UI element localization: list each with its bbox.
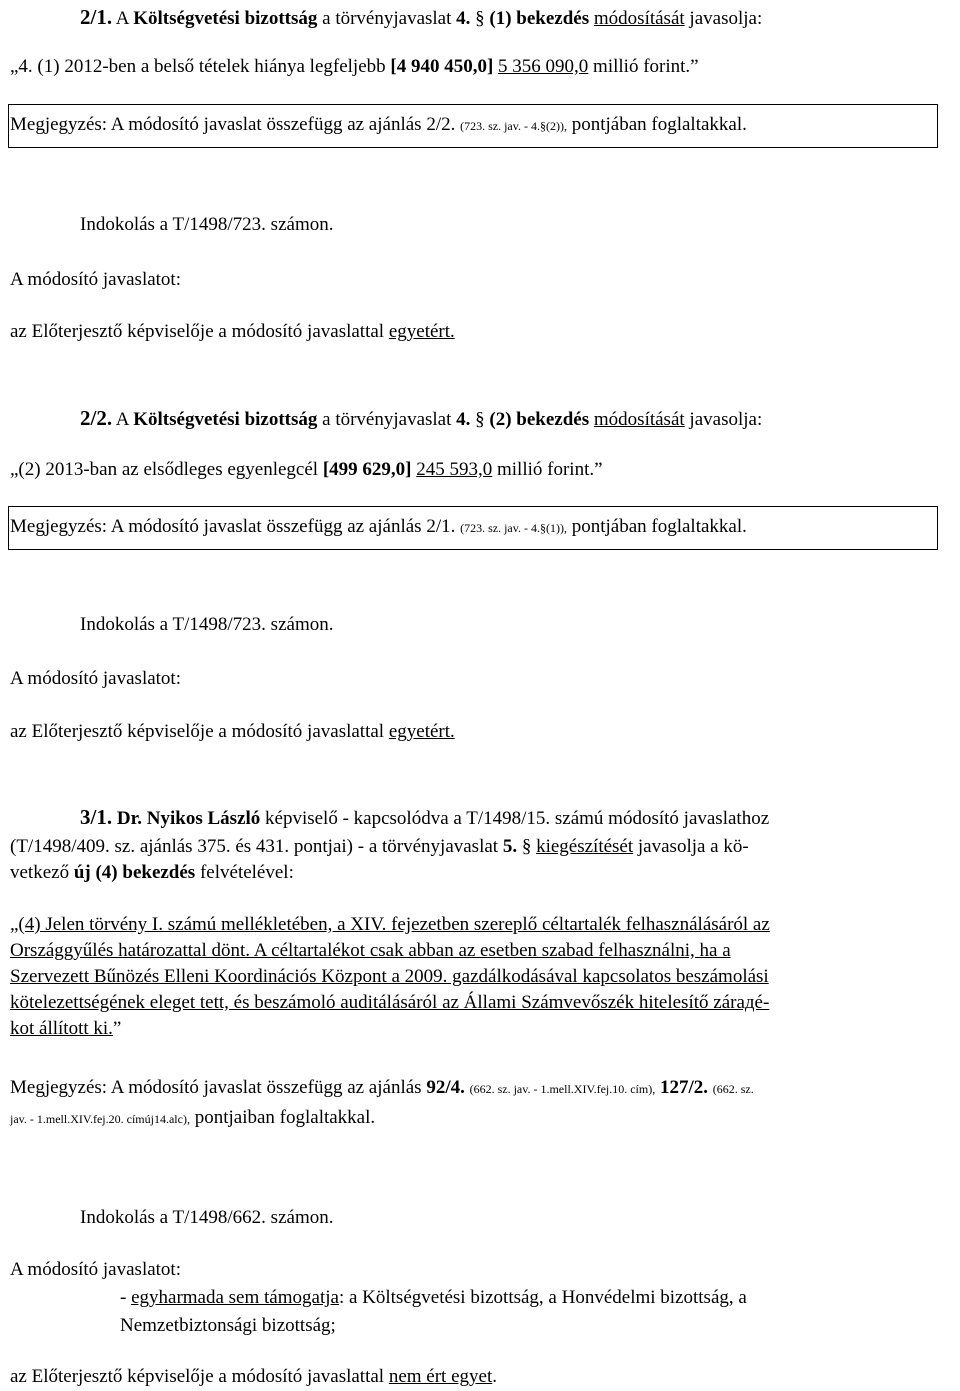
item-3-1-note-1: Megjegyzés: A módosító javaslat összefügg az ajánlás 92/4. (662. sz. jav. - 1.mell.XIV.fej.10. cím), 127/2. (662. sz.: [10, 1077, 754, 1098]
item-3-1-line2: (T/1498/409. sz. ajánlás 375. és 431. pontjai) - a törvényjavaslat 5. § kiegészítését javasolja a kö-: [10, 836, 749, 857]
item-3-1-quote-3: Szervezett Bűnözés Elleni Koordinációs Központ a 2009. gazdálkodásával kapcsolatos beszámolási: [10, 966, 769, 987]
item-2-1-note: Megjegyzés: A módosító javaslat összefügg az ajánlás 2/2. (723. sz. jav. - 4.§(2)), pontjában foglaltakkal.: [10, 114, 747, 135]
item-3-1-quote-1: „(4) Jelen törvény I. számú mellékletében, a XIV. fejezetben szereplő céltartalék felhasználásáról az: [10, 914, 770, 935]
item-2-1-quote: „4. (1) 2012-ben a belső tételek hiánya legfeljebb [4 940 450,0] 5 356 090,0 millió forint.”: [10, 56, 699, 77]
item-2-1-heading: 2/1. A Költségvetési bizottság a törvényjavaslat 4. § (1) bekezdés módosítását javasolja:: [80, 5, 763, 29]
item-3-1-note-2: jav. - 1.mell.XIV.fej.20. címúj14.alc), pontjaiban foglaltakkal.: [10, 1107, 376, 1128]
item-3-1-vote-1: - egyharmada sem támogatja: a Költségvetési bizottság, a Honvédelmi bizottság, a: [120, 1287, 747, 1308]
item-number: 2/1.: [80, 5, 113, 29]
item-3-1-line1: 3/1. Dr. Nyikos László képviselő - kapcsolódva a T/1498/15. számú módosító javaslathoz: [80, 805, 770, 829]
item-2-1-agree: az Előterjesztő képviselője a módosító javaslattal egyetért.: [10, 321, 455, 342]
item-2-2-proposal-label: A módosító javaslatot:: [10, 668, 181, 689]
item-3-1-vote-2: Nemzetbiztonsági bizottság;: [120, 1315, 336, 1336]
item-2-1-reason: Indokolás a T/1498/723. számon.: [80, 214, 334, 235]
section-sign: §: [475, 409, 485, 430]
item-3-1-quote-2: Országgyűlés határozattal dönt. A céltartalékot csak abban az esetben szabad felhasználni, ha a: [10, 940, 731, 961]
item-3-1-quote-4: kötelezettségének eleget tett, és beszámoló auditálásáról az Állami Számvevőszék hitelesítő zárадé-: [10, 992, 770, 1013]
item-number: 2/2.: [80, 406, 113, 430]
item-2-2-heading: 2/2. A Költségvetési bizottság a törvényjavaslat 4. § (2) bekezdés módosítását javasolja:: [80, 406, 763, 430]
item-2-2-quote: „(2) 2013-ban az elsődleges egyenlegcél [499 629,0] 245 593,0 millió forint.”: [10, 459, 603, 480]
item-2-2-reason: Indokolás a T/1498/723. számon.: [80, 614, 334, 635]
item-2-2-agree: az Előterjesztő képviselője a módosító javaslattal egyetért.: [10, 721, 455, 742]
item-3-1-reason: Indokolás a T/1498/662. számon.: [80, 1207, 334, 1228]
item-3-1-line3: vetkező új (4) bekezdés felvételével:: [10, 862, 294, 883]
item-3-1-proposal-label: A módosító javaslatot:: [10, 1259, 181, 1280]
item-number: 3/1.: [80, 805, 113, 829]
item-2-1-proposal-label: A módosító javaslatot:: [10, 269, 181, 290]
item-3-1-agree: az Előterjesztő képviselője a módosító javaslattal nem ért egyet.: [10, 1366, 497, 1387]
item-2-2-note: Megjegyzés: A módosító javaslat összefügg az ajánlás 2/1. (723. sz. jav. - 4.§(1)), pontjában foglaltakkal.: [10, 516, 747, 537]
section-sign: §: [475, 8, 485, 29]
item-3-1-quote-5: kot állított ki.”: [10, 1018, 122, 1039]
